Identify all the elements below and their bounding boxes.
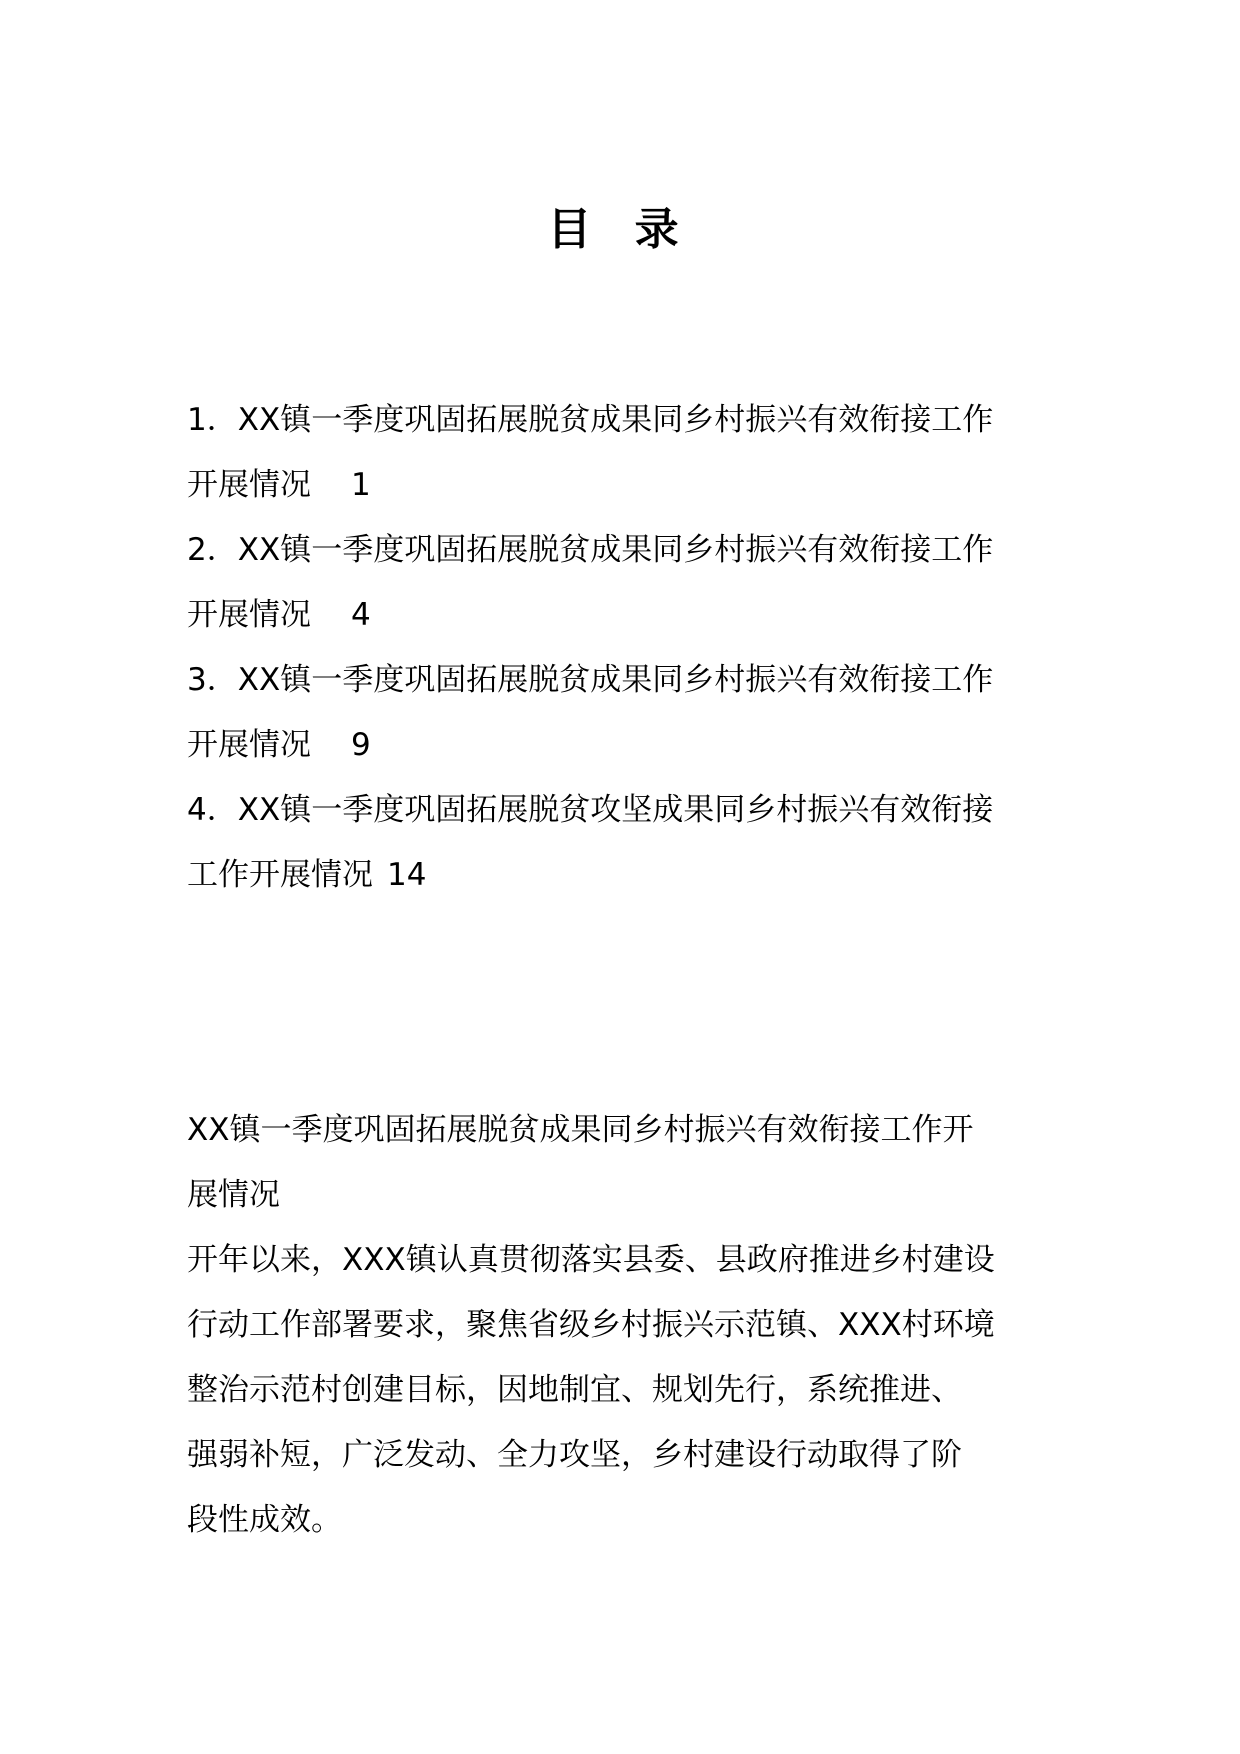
toc-entry-page-number: 4 [351,597,371,633]
paragraph-line: 段性成效。 [187,1502,342,1538]
article [187,1098,1057,1553]
toc-entry-title-tail: 开展情况 [187,727,311,763]
paragraph-line: 行动工作部署要求，聚焦省级乡村振兴示范镇、XXX村环境 [187,1307,995,1343]
toc-entry-title-line2 [187,583,1057,648]
paragraph-line: 开年以来，XXX镇认真贯彻落实县委、县政府推进乡村建设 [187,1242,995,1278]
toc-entry-page-number: 9 [351,727,371,763]
toc-entry-title-line2 [187,453,1057,518]
toc-entry-title-tail: 工作开展情况 [187,857,373,893]
toc-entry-title-line1: 2．XX镇一季度巩固拓展脱贫成果同乡村振兴有效衔接工作 [187,532,994,568]
toc-entry-page-number: 14 [387,857,427,893]
table-of-contents [187,388,1057,908]
toc-entry-title-line1: 4．XX镇一季度巩固拓展脱贫攻坚成果同乡村振兴有效衔接 [187,792,994,828]
toc-entry[interactable] [187,388,1057,518]
paragraph-line: 强弱补短，广泛发动、全力攻坚，乡村建设行动取得了阶 [187,1437,962,1473]
toc-title: 目 录 [547,204,693,255]
toc-entry[interactable] [187,518,1057,648]
toc-entry-page-number: 1 [351,467,371,503]
article-heading [187,1098,1057,1228]
toc-entry-title-line1: 1．XX镇一季度巩固拓展脱贫成果同乡村振兴有效衔接工作 [187,402,994,438]
toc-entry[interactable] [187,648,1057,778]
toc-entry-title-line1: 3．XX镇一季度巩固拓展脱贫成果同乡村振兴有效衔接工作 [187,662,994,698]
article-heading-line: 展情况 [187,1177,280,1213]
toc-entry-title-line2 [187,713,1057,778]
toc-entry-title-line2 [187,843,1057,908]
article-heading-line: XX镇一季度巩固拓展脱贫成果同乡村振兴有效衔接工作开 [187,1112,974,1148]
article-paragraph [187,1228,1057,1553]
paragraph-line: 整治示范村创建目标，因地制宜、规划先行，系统推进、 [187,1372,962,1408]
toc-entry-title-tail: 开展情况 [187,467,311,503]
toc-entry[interactable] [187,778,1057,908]
toc-entry-title-tail: 开展情况 [187,597,311,633]
